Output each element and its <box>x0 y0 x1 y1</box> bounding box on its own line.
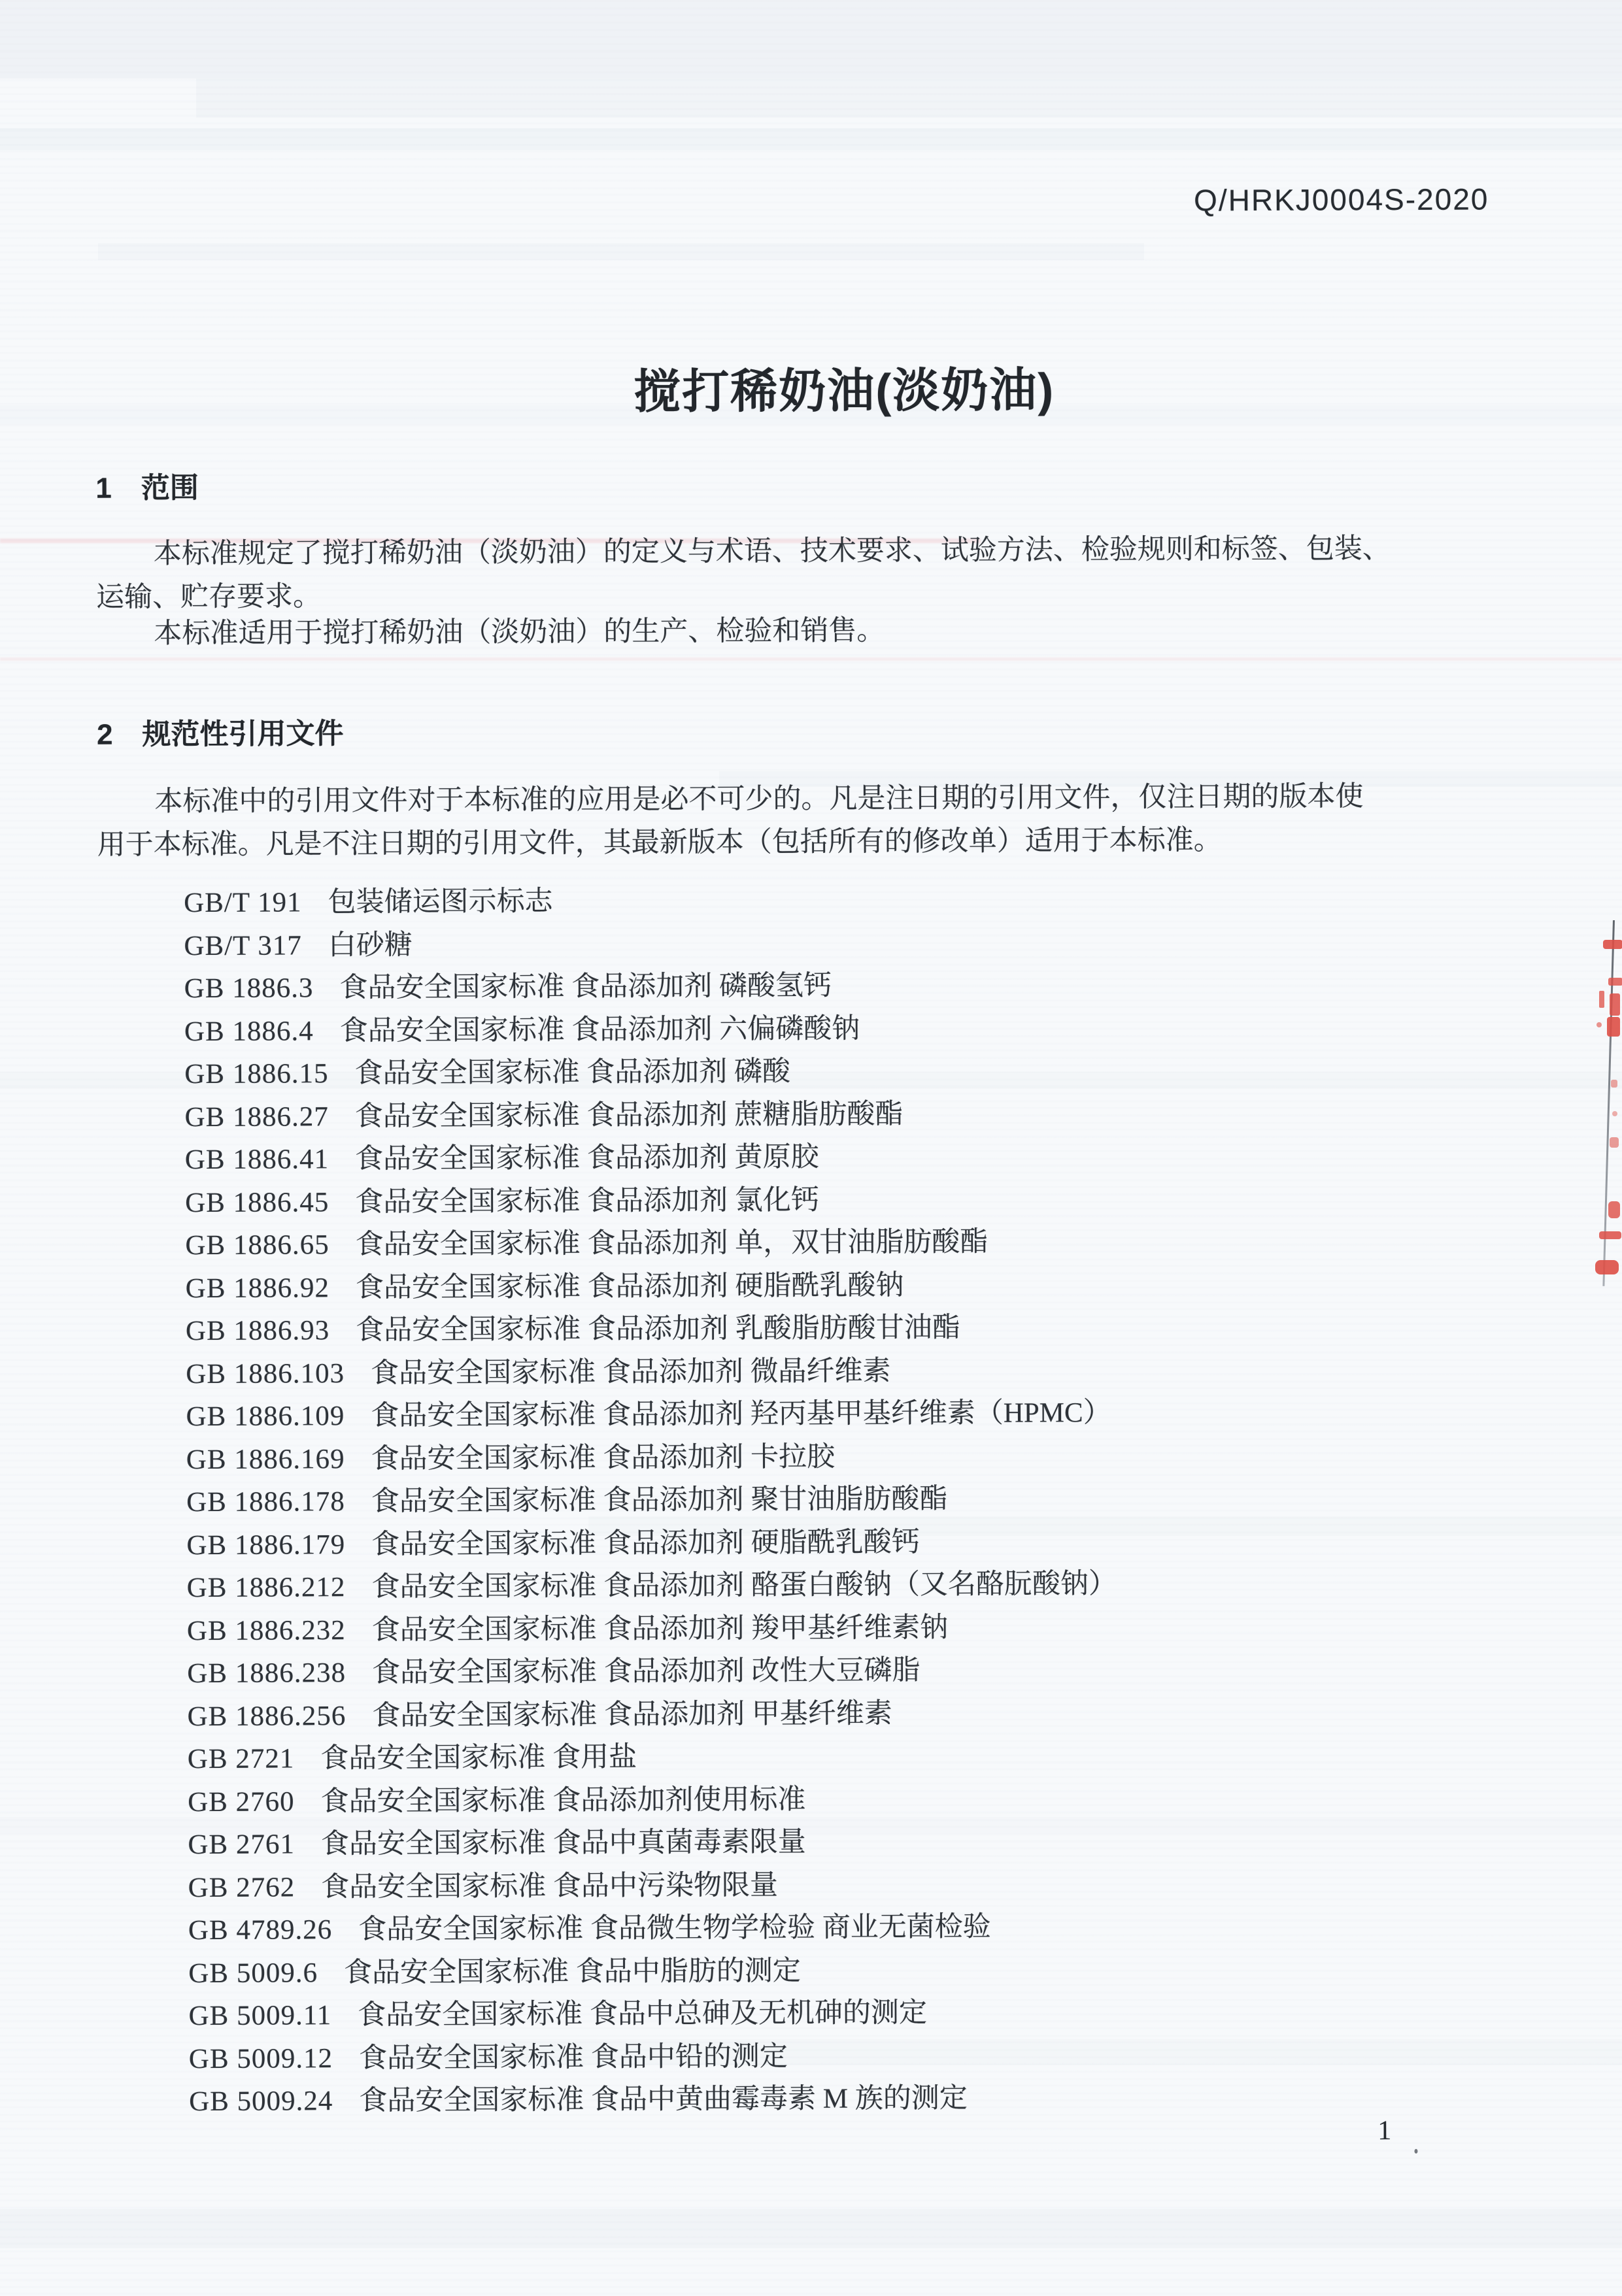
reference-code: GB 1886.169 <box>186 1443 345 1475</box>
reference-item <box>102 1989 1547 2038</box>
section-number: 2 <box>96 718 113 751</box>
page-number: 1 <box>1377 2116 1392 2146</box>
reference-item <box>98 1090 1543 1139</box>
reference-code: GB/T 191 <box>184 887 302 919</box>
reference-code: GB 2721 <box>187 1743 295 1775</box>
reference-item <box>100 1475 1545 1524</box>
reference-item <box>100 1518 1545 1567</box>
reference-title: 食品安全国家标准 食品添加剂使用标准 <box>320 1784 806 1817</box>
reference-item <box>101 1561 1546 1610</box>
reference-title: 食品安全国家标准 食品添加剂 硬脂酰乳酸钙 <box>371 1526 920 1560</box>
reference-item <box>101 1604 1546 1653</box>
reference-code: GB 2761 <box>188 1829 296 1861</box>
reference-code: GB 1886.238 <box>187 1657 346 1689</box>
reference-title: 食品安全国家标准 食品中铅的测定 <box>358 2040 788 2074</box>
reference-code: GB 1886.65 <box>185 1229 329 1261</box>
section-2-heading <box>97 710 344 753</box>
reference-title: 食品安全国家标准 食品添加剂 聚甘油脂肪酸酯 <box>371 1484 948 1517</box>
section-1-heading <box>95 464 199 507</box>
reference-code: GB 1886.15 <box>184 1058 329 1090</box>
reference-title: 食品安全国家标准 食品中脂肪的测定 <box>343 1955 801 1988</box>
reference-title: 食品安全国家标准 食品添加剂 羟丙基甲基纤维素（HPMC） <box>371 1397 1111 1431</box>
reference-title: 食品安全国家标准 食品中真菌毒素限量 <box>320 1827 806 1860</box>
scope-paragraph-1: 本标准规定了搅打稀奶油（淡奶油）的定义与术语、技术要求、试验方法、检验规则和标签、包装、 运输、贮存要求。 <box>95 533 1391 613</box>
section-number: 1 <box>95 472 112 505</box>
scan-speck <box>1414 2149 1417 2154</box>
reference-title: 食品安全国家标准 食品添加剂 氯化钙 <box>355 1184 819 1218</box>
reference-title: 食品安全国家标准 食品添加剂 单，双甘油脂肪酸酯 <box>355 1226 988 1261</box>
reference-code: GB 5009.12 <box>188 2042 333 2074</box>
reference-title: 食品安全国家标准 食品添加剂 六偏磷酸钠 <box>339 1013 860 1046</box>
reference-title: 食品安全国家标准 食品中污染物限量 <box>321 1869 779 1903</box>
reference-item <box>102 1861 1547 1910</box>
reference-item <box>101 1818 1546 1867</box>
reference-title: 食品安全国家标准 食品添加剂 酪蛋白酸钠（又名酪朊酸钠） <box>371 1568 1117 1603</box>
references-intro-paragraph: 本标准中的引用文件对于本标准的应用是必不可少的。凡是注日期的引用文件，仅注日期的版本使 用于本标准。凡是不注日期的引用文件，其最新版本（包括所有的修改单）适用于本标准。 <box>97 781 1364 861</box>
reference-title: 食品安全国家标准 食品添加剂 磷酸 <box>354 1056 791 1090</box>
reference-code: GB 1886.27 <box>184 1101 329 1133</box>
reference-item <box>97 919 1542 968</box>
reference-code: GB 1886.256 <box>187 1700 346 1732</box>
reference-title: 食品安全国家标准 食品添加剂 乳酸脂肪酸甘油酯 <box>356 1312 960 1346</box>
reference-item <box>102 1903 1547 1952</box>
reference-code: GB 1886.93 <box>185 1315 330 1347</box>
reference-item <box>99 1176 1544 1225</box>
reference-code: GB 5009.6 <box>188 1957 318 1989</box>
reference-title: 食品安全国家标准 食品添加剂 甲基纤维素 <box>372 1697 892 1731</box>
reference-title: 食品安全国家标准 食品添加剂 硬脂酰乳酸钠 <box>355 1269 904 1303</box>
reference-code: GB 1886.109 <box>186 1401 345 1433</box>
reference-title: 包装储运图示标志 <box>328 886 553 918</box>
reference-item <box>97 876 1542 925</box>
reference-item <box>99 1389 1544 1439</box>
reference-code: GB 1886.92 <box>185 1272 330 1304</box>
reference-item <box>101 1732 1546 1781</box>
reference-code: GB 1886.3 <box>184 973 314 1005</box>
reference-item <box>98 1005 1543 1054</box>
reference-title: 食品安全国家标准 食品添加剂 磷酸氢钙 <box>339 970 832 1004</box>
reference-code: GB/T 317 <box>184 929 302 961</box>
reference-title: 食品安全国家标准 食品添加剂 黄原胶 <box>354 1141 819 1175</box>
reference-item <box>99 1261 1544 1310</box>
reference-item <box>98 1047 1543 1096</box>
reference-item <box>101 1689 1546 1739</box>
reference-item <box>98 961 1543 1010</box>
reference-code: GB 1886.178 <box>186 1486 345 1518</box>
standard-number: Q/HRKJ0004S-2020 <box>1193 182 1489 218</box>
reference-item <box>99 1133 1544 1182</box>
reference-title: 食品安全国家标准 食用盐 <box>320 1742 637 1774</box>
reference-item <box>101 1775 1546 1824</box>
reference-code: GB 1886.45 <box>185 1186 329 1218</box>
reference-code: GB 2760 <box>188 1786 295 1818</box>
scope-paragraph-2: 本标准适用于搅打稀奶油（淡奶油）的生产、检验和销售。 <box>154 615 885 650</box>
reference-code: GB 1886.179 <box>186 1529 346 1561</box>
section-title: 规范性引用文件 <box>142 718 344 751</box>
reference-item <box>100 1433 1545 1482</box>
reference-code: GB 1886.212 <box>186 1572 346 1604</box>
reference-title: 食品安全国家标准 食品添加剂 蔗糖脂肪酸酯 <box>354 1098 904 1132</box>
reference-item <box>103 2032 1547 2081</box>
section-title: 范围 <box>141 472 199 505</box>
reference-title: 食品安全国家标准 食品添加剂 微晶纤维素 <box>370 1355 891 1389</box>
reference-code: GB 2762 <box>188 1871 296 1903</box>
reference-item <box>103 2074 1547 2123</box>
reference-title: 食品安全国家标准 食品中黄曲霉毒素 M 族的测定 <box>359 2082 968 2117</box>
reference-item <box>99 1347 1544 1396</box>
reference-code: GB 1886.232 <box>186 1614 346 1646</box>
reference-item <box>99 1304 1544 1353</box>
reference-code: GB 5009.24 <box>189 2086 333 2118</box>
reference-title: 食品安全国家标准 食品添加剂 卡拉胶 <box>371 1441 836 1474</box>
reference-item <box>99 1218 1544 1267</box>
reference-code: GB 4789.26 <box>188 1914 333 1946</box>
reference-title: 食品安全国家标准 食品添加剂 改性大豆磷脂 <box>371 1655 921 1688</box>
reference-code: GB 1886.41 <box>184 1144 329 1176</box>
reference-title: 食品安全国家标准 食品添加剂 羧甲基纤维素钠 <box>371 1612 949 1646</box>
reference-title: 白砂糖 <box>328 929 413 961</box>
normative-references-list <box>97 876 1547 2123</box>
reference-code: GB 1886.103 <box>186 1357 345 1389</box>
document-title: 搅打稀奶油(淡奶油) <box>634 364 1055 419</box>
reference-title: 食品安全国家标准 食品中总砷及无机砷的测定 <box>358 1997 928 2031</box>
reference-title: 食品安全国家标准 食品微生物学检验 商业无菌检验 <box>358 1911 991 1946</box>
reference-code: GB 1886.4 <box>184 1015 314 1047</box>
reference-code: GB 5009.11 <box>188 2000 332 2032</box>
reference-item <box>102 1946 1547 1995</box>
reference-item <box>101 1646 1546 1695</box>
